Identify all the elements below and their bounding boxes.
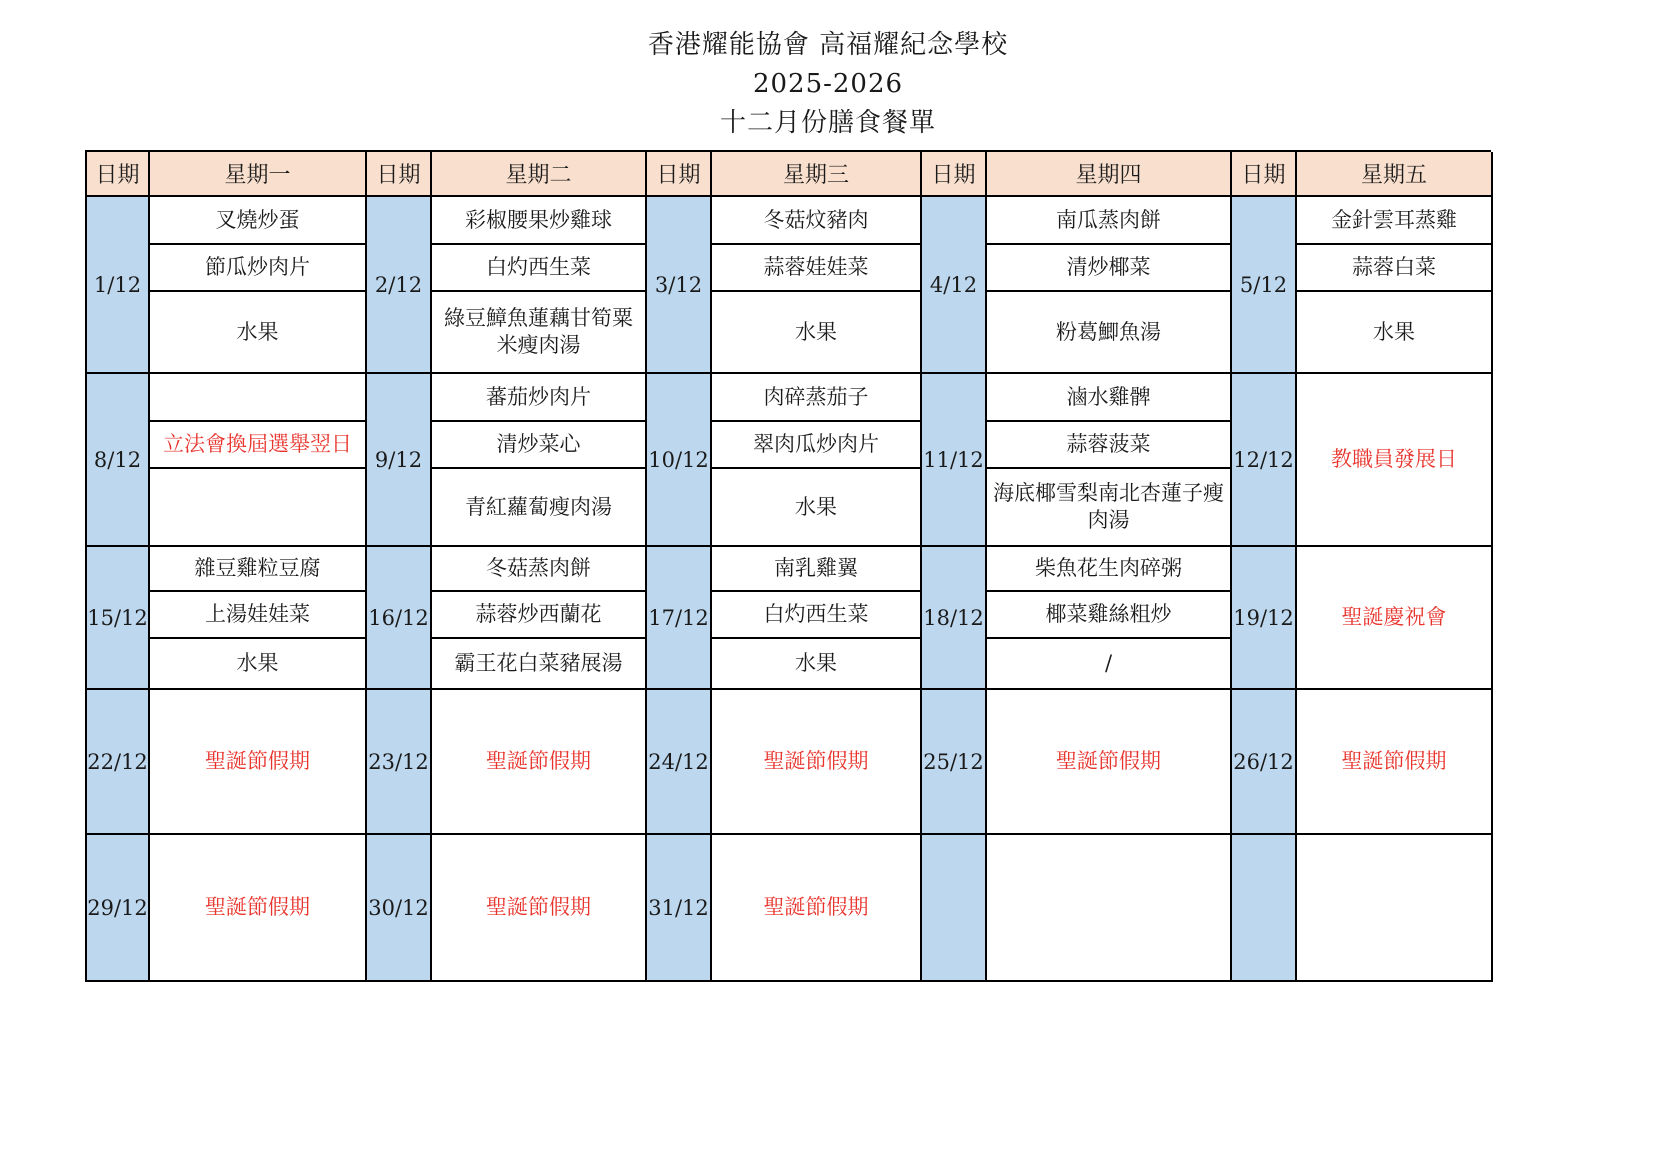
date-column-header: 日期 [1232,152,1297,197]
date-cell: 30/12 [367,835,432,982]
weekday-column-header: 星期五 [1297,152,1493,197]
date-column-header: 日期 [647,152,712,197]
meal-menu-table [85,150,1491,982]
day-menu-cell [712,547,922,690]
holiday-note: 聖誕節假期 [205,749,310,773]
date-column-header: 日期 [87,152,150,197]
school-name: 香港耀能協會 高福耀紀念學校 [647,30,1009,60]
menu-item: 蕃茄炒肉片 [432,374,645,422]
date-cell: 25/12 [922,690,987,835]
day-menu-cell [150,835,367,982]
menu-item: 清炒菜心 [432,422,645,469]
date-cell: 24/12 [647,690,712,835]
menu-item: 肉碎蒸茄子 [712,374,920,422]
menu-item: 清炒椰菜 [987,245,1230,292]
menu-item: 蒜蓉菠菜 [987,422,1230,469]
menu-item: 冬菇蒸肉餅 [432,547,645,592]
document-title-block [0,26,1656,143]
day-menu-cell [432,197,647,374]
day-menu-cell [987,690,1232,835]
menu-item: 叉燒炒蛋 [150,197,365,245]
week-row [87,690,1491,835]
day-menu-cell [432,374,647,547]
menu-item: 南瓜蒸肉餅 [987,197,1230,245]
day-menu-cell [1297,547,1493,690]
weekday-column-header: 星期四 [987,152,1232,197]
date-cell: 23/12 [367,690,432,835]
menu-item: 水果 [236,319,279,344]
date-cell: 17/12 [647,547,712,690]
menu-item: 水果 [795,651,837,675]
date-cell: 16/12 [367,547,432,690]
holiday-note: 聖誕節假期 [486,749,591,773]
menu-title: 十二月份膳食餐單 [719,108,936,138]
date-cell: 26/12 [1232,690,1297,835]
school-year: 2025-2026 [752,69,904,99]
table-header-row [87,152,1491,197]
week-row [87,374,1491,547]
day-menu-cell [150,547,367,690]
day-menu-cell [712,835,922,982]
day-menu-cell [150,690,367,835]
day-menu-cell [150,197,367,374]
menu-item: 白灼西生菜 [712,592,920,639]
date-cell: 22/12 [87,690,150,835]
day-menu-cell [987,835,1232,982]
menu-item: 雜豆雞粒豆腐 [150,547,365,592]
menu-item [150,469,365,545]
date-cell: 8/12 [87,374,150,547]
menu-item: 綠豆鱆魚蓮藕甘筍粟米瘦肉湯 [444,306,633,357]
holiday-note: 聖誕慶祝會 [1341,605,1447,629]
day-menu-cell [712,374,922,547]
holiday-note: 聖誕節假期 [1341,749,1447,773]
date-cell: 10/12 [647,374,712,547]
menu-item: 蒜蓉娃娃菜 [712,245,920,292]
menu-item: 翠肉瓜炒肉片 [712,422,920,469]
menu-item: 霸王花白菜豬展湯 [454,651,623,675]
date-column-header: 日期 [922,152,987,197]
menu-item: 水果 [236,651,279,675]
date-cell: 9/12 [367,374,432,547]
day-menu-cell [987,374,1232,547]
day-menu-cell [432,690,647,835]
menu-item: 水果 [795,319,837,344]
menu-item [1297,835,1491,980]
day-menu-cell [1297,197,1493,374]
date-cell: 4/12 [922,197,987,374]
menu-item: 滷水雞髀 [987,374,1230,422]
date-cell: 1/12 [87,197,150,374]
week-row [87,197,1491,374]
menu-item: 蒜蓉炒西蘭花 [432,592,645,639]
menu-item: 水果 [1373,319,1415,344]
week-row [87,835,1491,982]
menu-item: 彩椒腰果炒雞球 [432,197,645,245]
menu-item: 節瓜炒肉片 [150,245,365,292]
day-menu-cell [987,197,1232,374]
menu-item: 上湯娃娃菜 [150,592,365,639]
date-cell: 18/12 [922,547,987,690]
menu-item: 粉葛鯽魚湯 [1056,319,1161,344]
menu-item: 海底椰雪梨南北杏蓮子瘦肉湯 [993,481,1224,532]
menu-item: 柴魚花生肉碎粥 [987,547,1230,592]
day-menu-cell [1297,835,1493,982]
date-cell: 29/12 [87,835,150,982]
holiday-note: 聖誕節假期 [486,895,591,919]
menu-item: 蒜蓉白菜 [1297,245,1491,292]
day-menu-cell [1297,374,1493,547]
menu-item: 青紅蘿蔔瘦肉湯 [465,494,612,519]
week-row [87,547,1491,690]
date-cell [922,835,987,982]
holiday-note: 聖誕節假期 [205,895,310,919]
weekday-column-header: 星期二 [432,152,647,197]
menu-item: 椰菜雞絲粗炒 [987,592,1230,639]
date-cell: 15/12 [87,547,150,690]
weekday-column-header: 星期一 [150,152,367,197]
date-cell: 5/12 [1232,197,1297,374]
weekday-column-header: 星期三 [712,152,922,197]
holiday-note: 聖誕節假期 [763,749,869,773]
date-column-header: 日期 [367,152,432,197]
menu-item: 冬菇炆豬肉 [712,197,920,245]
holiday-note: 教職員發展日 [1331,447,1457,471]
menu-item: 金針雲耳蒸雞 [1297,197,1491,245]
date-cell: 2/12 [367,197,432,374]
day-menu-cell [987,547,1232,690]
day-menu-cell [432,835,647,982]
day-menu-cell [150,374,367,547]
menu-item: 南乳雞翼 [712,547,920,592]
date-cell: 11/12 [922,374,987,547]
day-menu-cell [1297,690,1493,835]
holiday-note: 聖誕節假期 [1056,749,1161,773]
date-cell: 3/12 [647,197,712,374]
date-cell: 31/12 [647,835,712,982]
day-menu-cell [712,197,922,374]
menu-item: 白灼西生菜 [432,245,645,292]
holiday-note: 聖誕節假期 [763,895,869,919]
date-cell: 12/12 [1232,374,1297,547]
menu-item [987,835,1230,980]
day-menu-cell [432,547,647,690]
date-cell: 19/12 [1232,547,1297,690]
menu-item: 水果 [795,494,837,519]
menu-item [150,374,365,422]
menu-item: / [1104,651,1113,675]
day-menu-cell [712,690,922,835]
date-cell [1232,835,1297,982]
holiday-note: 立法會換屆選舉翌日 [150,422,365,469]
